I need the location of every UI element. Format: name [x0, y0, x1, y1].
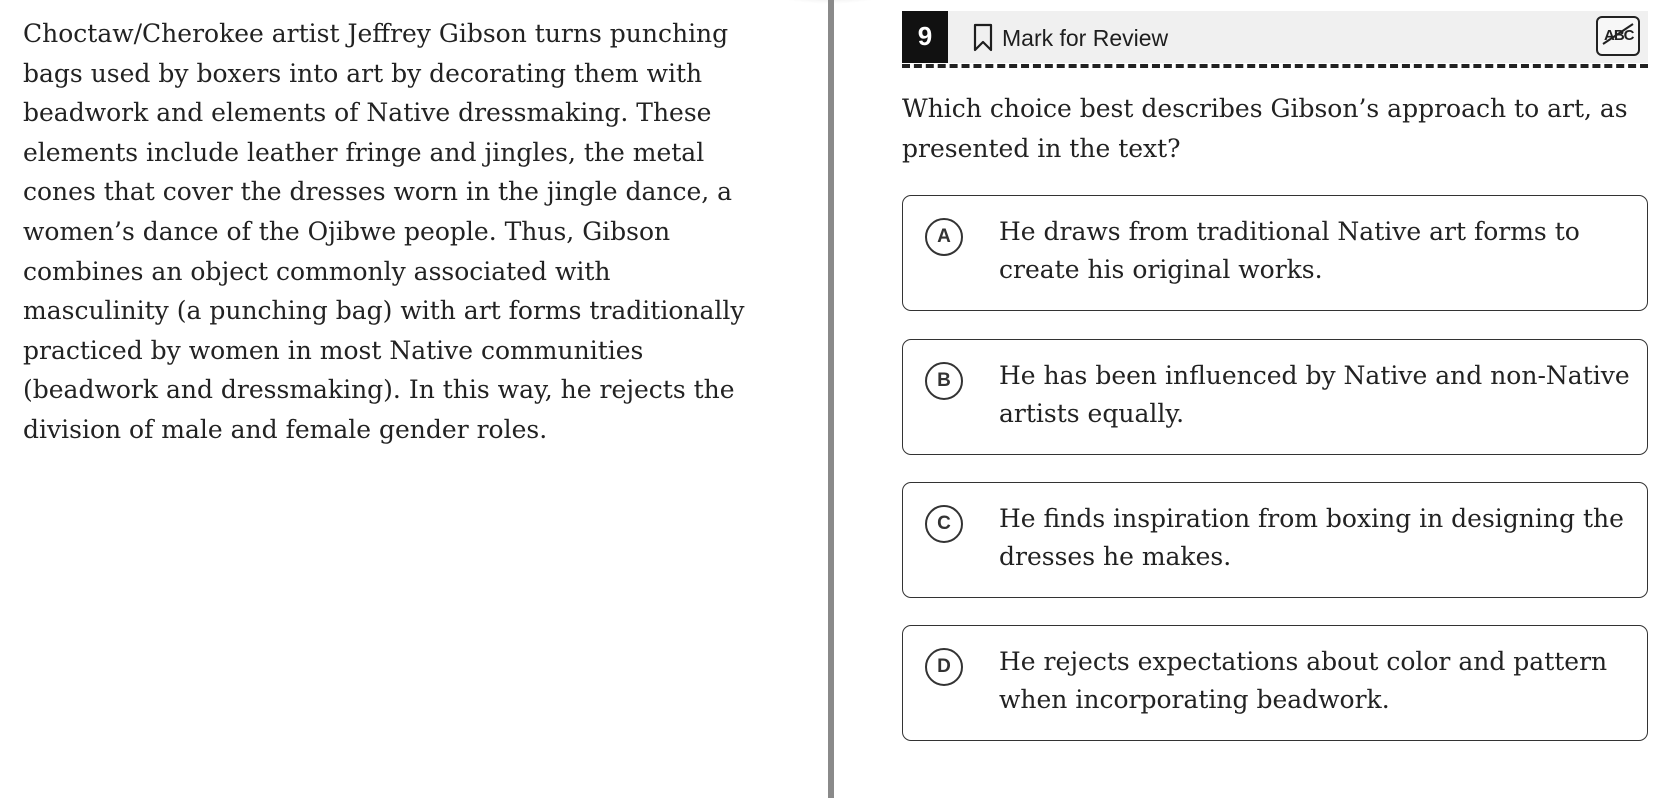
passage-line: division of male and female gender roles.	[23, 414, 548, 444]
choice-line: dresses he makes.	[999, 542, 1232, 571]
answer-choice-b[interactable]	[902, 339, 1648, 455]
choice-line: He finds inspiration from boxing in designing the	[999, 504, 1624, 533]
question-number: 9	[902, 11, 948, 63]
passage-line: Choctaw/Cherokee artist Jeffrey Gibson turns punching	[23, 19, 729, 48]
answer-choice-c[interactable]	[902, 482, 1648, 598]
prompt-line: presented in the text?	[902, 134, 1181, 163]
choice-text	[999, 643, 1629, 719]
passage-line: masculinity (a punching bag) with art forms traditionally	[23, 296, 745, 326]
passage-line: beadwork and elements of Native dressmaking. These	[23, 98, 712, 128]
choice-letter-circle: B	[925, 362, 963, 400]
passage-line: bags used by boxers into art by decorating them with	[23, 58, 703, 88]
answer-eliminator-button[interactable]	[1596, 16, 1640, 56]
choice-line: create his original works.	[999, 255, 1323, 284]
passage-line: elements include leather fringe and jingles, the metal	[23, 137, 705, 167]
choice-text	[999, 500, 1629, 576]
choice-letter-circle: A	[925, 218, 963, 256]
passage-line: women’s dance of the Ojibwe people. Thus, Gibson	[23, 216, 671, 246]
choice-line: artists equally.	[999, 399, 1185, 428]
passage-pane	[0, 0, 828, 798]
passage-text	[23, 14, 753, 450]
header-dashed-rule	[902, 64, 1648, 68]
passage-line: (beadwork and dressmaking). In this way, he rejects the	[23, 375, 735, 405]
passage-line: practiced by women in most Native communities	[23, 335, 644, 365]
passage-line: combines an object commonly associated with	[23, 256, 611, 286]
passage-line: cones that cover the dresses worn in the jingle dance, a	[23, 177, 733, 207]
question-header	[902, 11, 1648, 63]
choice-text	[999, 213, 1629, 289]
prompt-line: Which choice best describes Gibson’s approach to art, as	[902, 94, 1628, 123]
abc-strikethrough-icon	[1600, 20, 1636, 53]
choice-letter-circle: C	[925, 505, 963, 543]
choice-line: He rejects expectations about color and pattern	[999, 647, 1608, 676]
mark-for-review-button[interactable]	[972, 23, 1168, 53]
bookmark-icon	[972, 23, 994, 53]
choice-line: when incorporating beadwork.	[999, 685, 1390, 714]
choice-letter-circle: D	[925, 648, 963, 686]
choice-line: He has been influenced by Native and non-Native	[999, 361, 1630, 390]
mark-for-review-label: Mark for Review	[1002, 24, 1169, 51]
question-pane	[834, 0, 1680, 798]
choice-line: He draws from traditional Native art forms to	[999, 217, 1580, 246]
choice-text	[999, 357, 1629, 433]
question-prompt	[902, 89, 1628, 169]
svg-text:ABC: ABC	[1604, 26, 1634, 44]
answer-choice-a[interactable]	[902, 195, 1648, 311]
answer-choice-d[interactable]	[902, 625, 1648, 741]
